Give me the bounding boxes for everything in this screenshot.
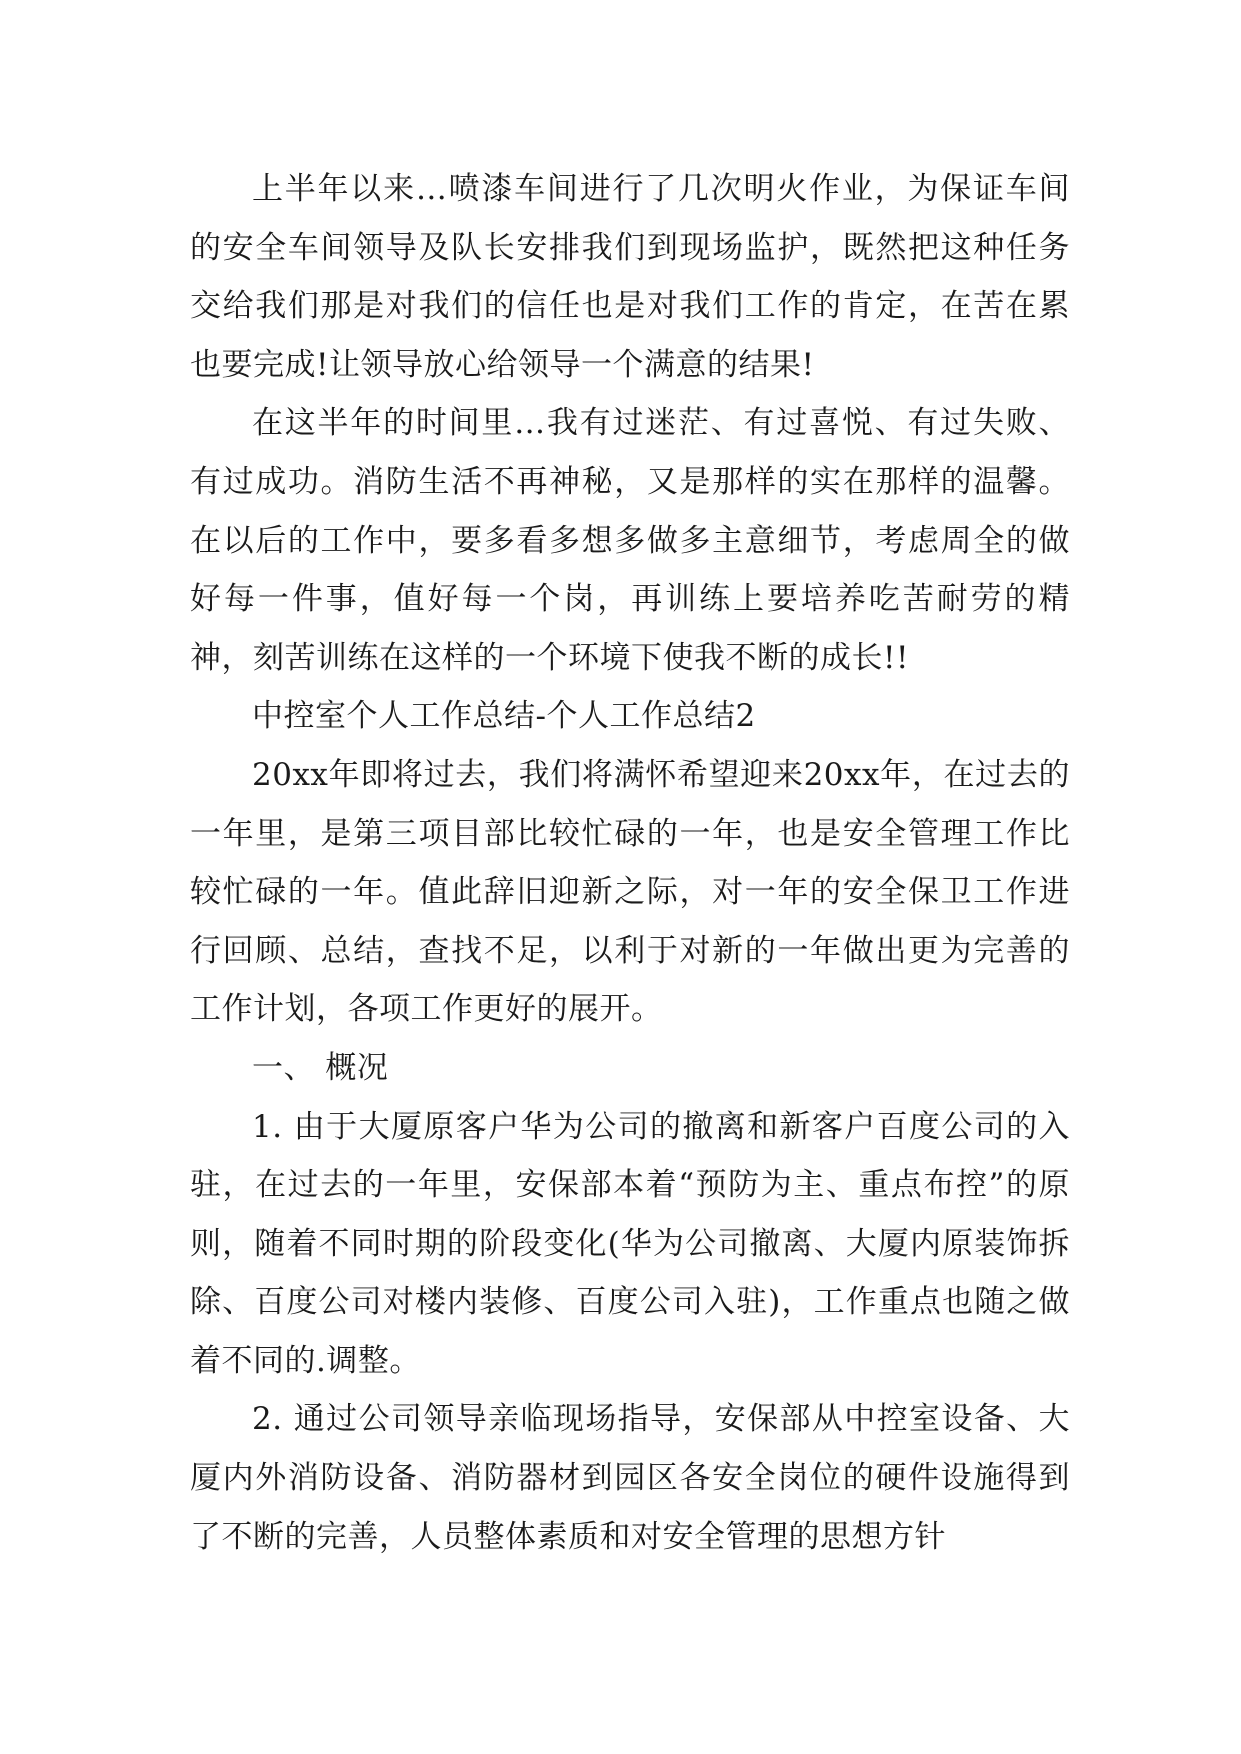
paragraph-2: 在这半年的时间里…我有过迷茫、有过喜悦、有过失败、有过成功。消防生活不再神秘，又是那样的实在那样的温馨。在以后的工作中，要多看多想多做多主意细节，考虑周全的做好每一件事，值好每一个岗，再训练上要培养吃苦耐劳的精神，刻苦训练在这样的一个环境下使我不断的成长!! bbox=[190, 405, 1070, 676]
document-body bbox=[190, 160, 1070, 1566]
heading-overview: 一、 概况 bbox=[252, 1049, 389, 1086]
paragraph-1: 上半年以来…喷漆车间进行了几次明火作业，为保证车间的安全车间领导及队长安排我们到现场监护，既然把这种任务交给我们那是对我们的信任也是对我们工作的肯定，在苦在累也要完成!让领导放心给领导一个满意的结果! bbox=[190, 171, 1070, 383]
section-title: 中控室个人工作总结-个人工作总结2 bbox=[252, 698, 756, 735]
paragraph-item-1: 1. 由于大厦原客户华为公司的撤离和新客户百度公司的入驻，在过去的一年里，安保部本着“预防为主、重点布控”的原则，随着不同时期的阶段变化(华为公司撤离、大厦内原装饰拆除、百度公司对楼内装修、百度公司入驻)，工作重点也随之做着不同的.调整。 bbox=[190, 1108, 1070, 1379]
paragraph-item-2: 2. 通过公司领导亲临现场指导，安保部从中控室设备、大厦内外消防设备、消防器材到园区各安全岗位的硬件设施得到了不断的完善，人员整体素质和对安全管理的思想方针 bbox=[190, 1401, 1070, 1555]
paragraph-3: 20xx年即将过去，我们将满怀希望迎来20xx年，在过去的一年里，是第三项目部比较忙碌的一年，也是安全管理工作比较忙碌的一年。值此辞旧迎新之际，对一年的安全保卫工作进行回顾、总结，查找不足，以利于对新的一年做出更为完善的工作计划，各项工作更好的展开。 bbox=[190, 756, 1070, 1028]
